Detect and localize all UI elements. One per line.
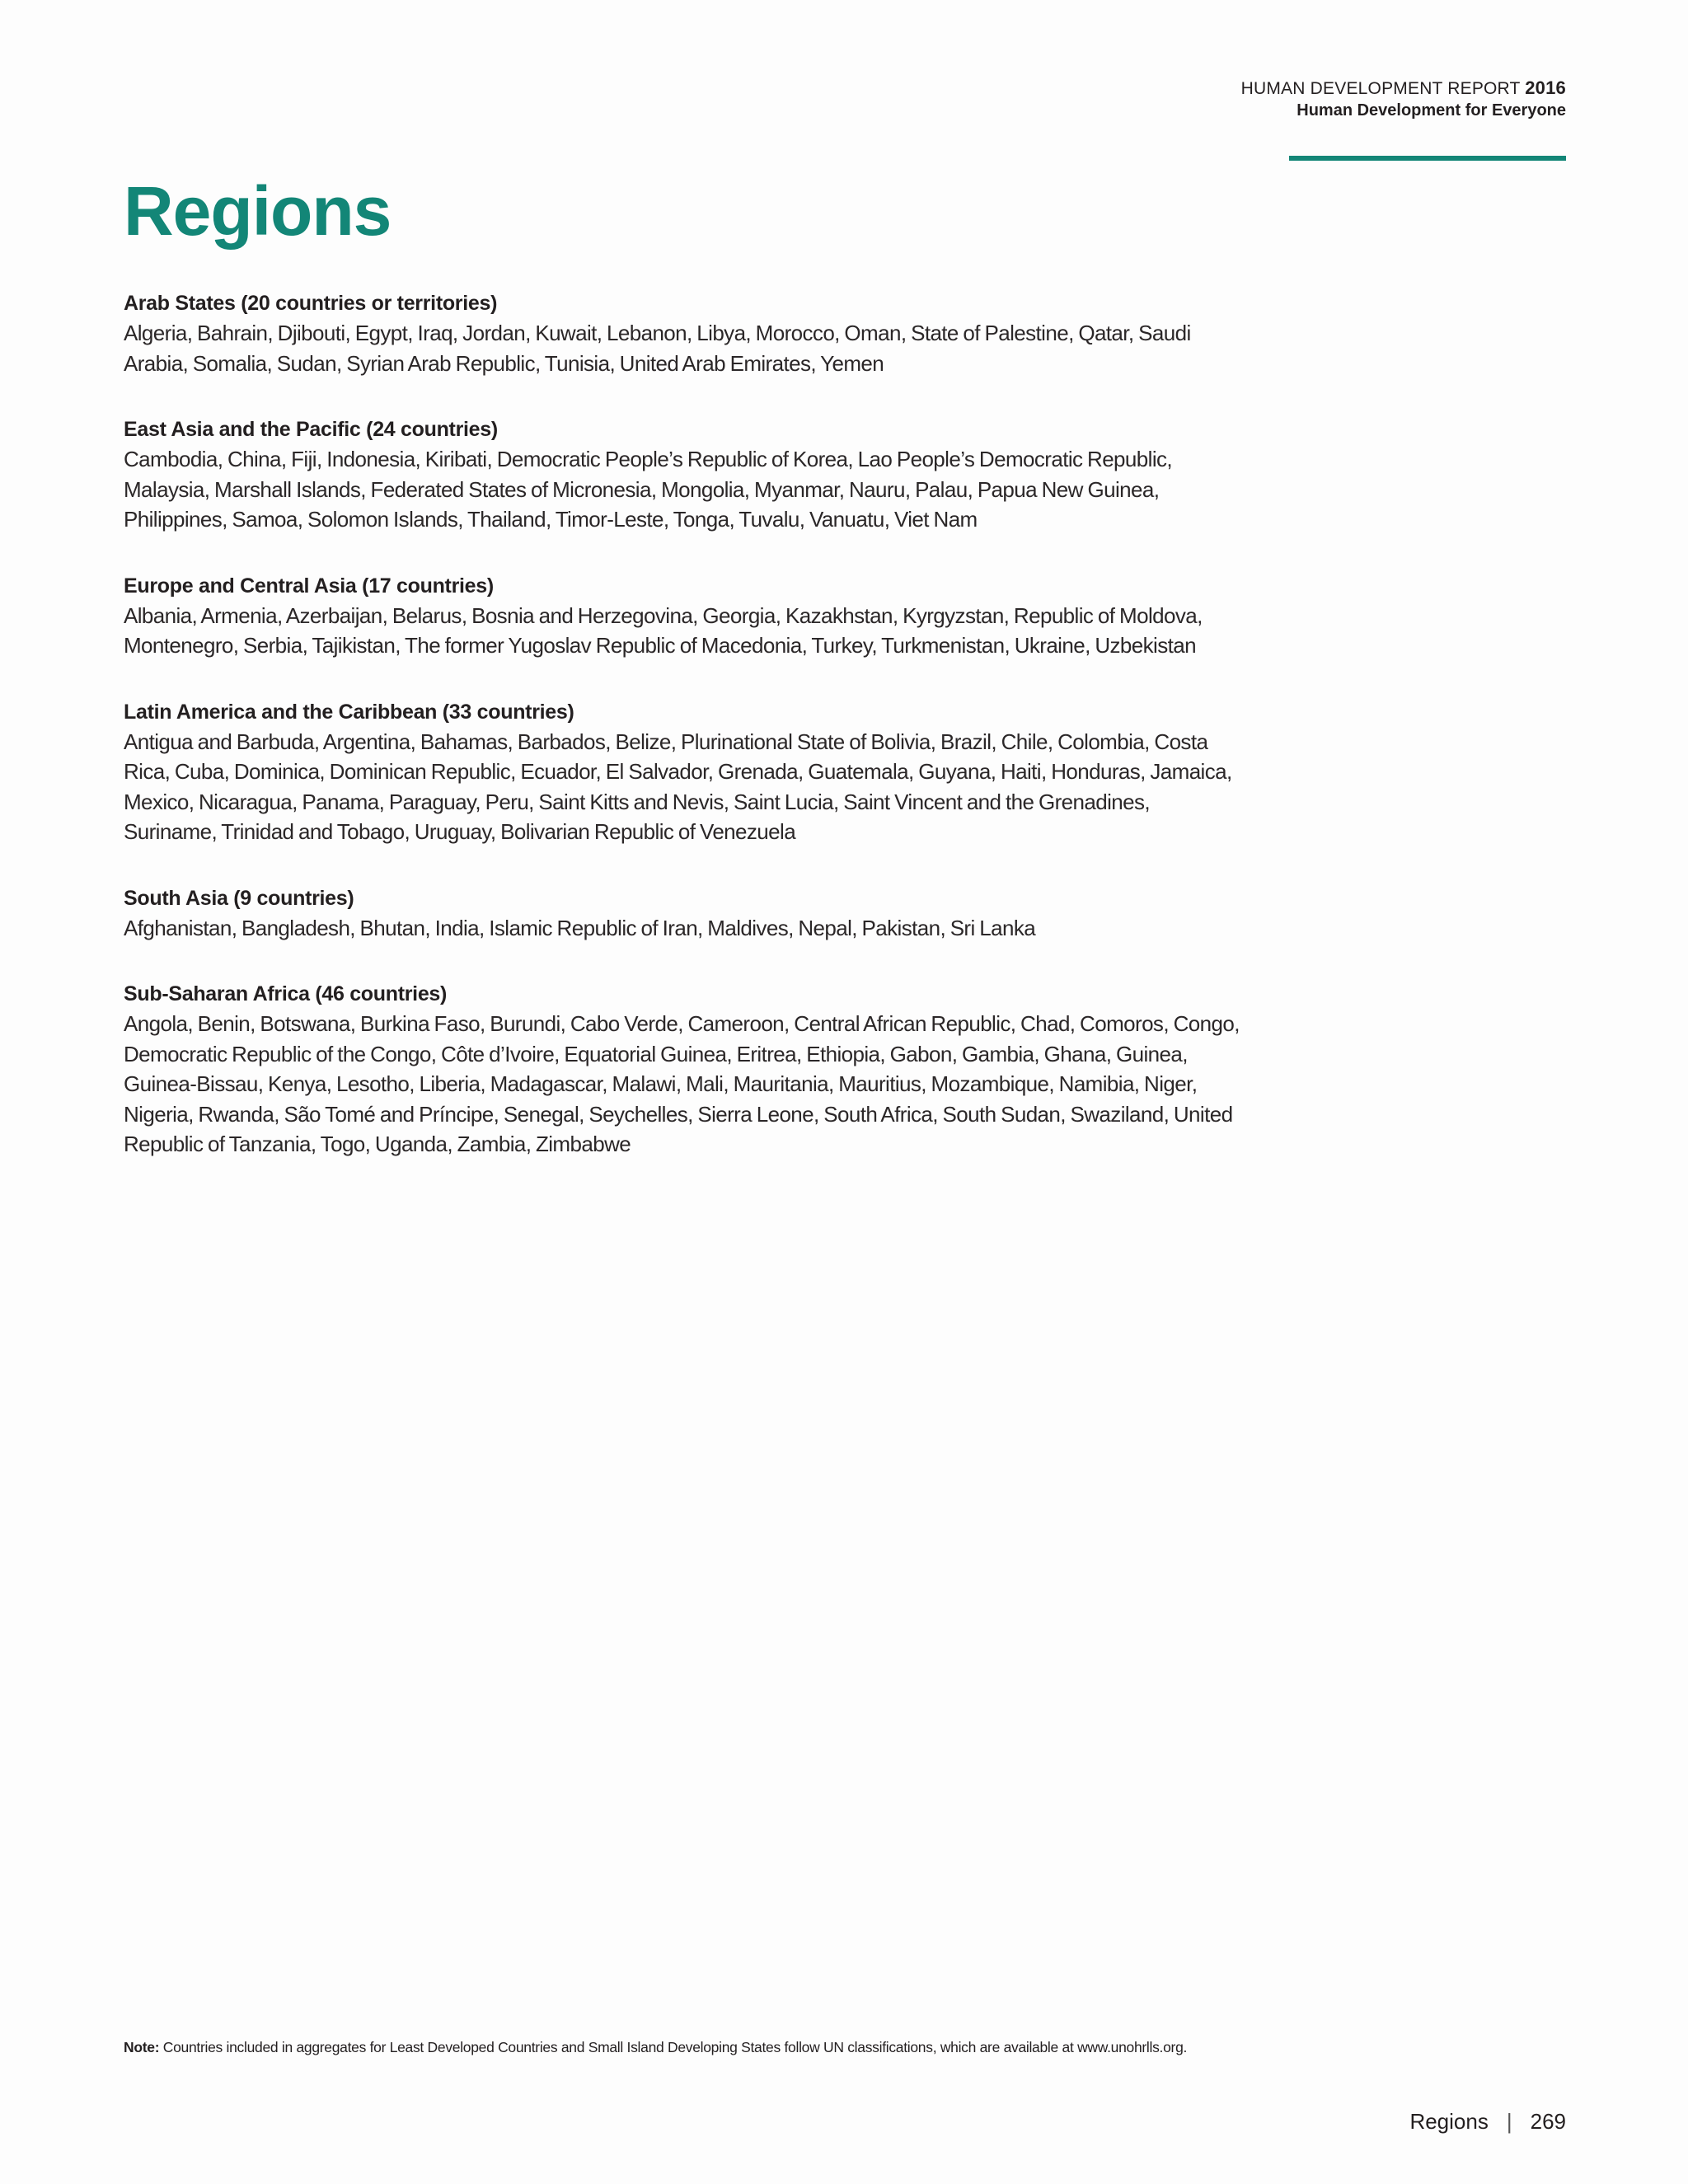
region-title: Latin America and the Caribbean (33 countries): [124, 700, 574, 724]
report-year: 2016: [1525, 77, 1566, 98]
running-header: [1241, 77, 1566, 121]
region-arab-states: [124, 288, 1245, 378]
region-countries: Albania, Armenia, Azerbaijan, Belarus, Bosnia and Herzegovina, Georgia, Kazakhstan, Kyrgyzstan, Republic of Moldova, Montenegro, Serbia, Tajikistan, The former Yugoslav Republic of Macedonia, Turkey, Turkmenistan, Ukraine, Uzbekistan: [124, 602, 1203, 658]
region-south-asia: [124, 883, 1245, 944]
region-title: Europe and Central Asia (17 countries): [124, 574, 494, 598]
regions-list: [124, 288, 1245, 1196]
region-title: East Asia and the Pacific (24 countries): [124, 418, 498, 441]
region-countries: Algeria, Bahrain, Djibouti, Egypt, Iraq, Jordan, Kuwait, Lebanon, Libya, Morocco, Oman, State of Palestine, Qatar, Saudi Arabia, Somalia, Sudan, Syrian Arab Republic, Tunisia, United Arab Emirates, Yemen: [124, 321, 1191, 376]
region-title: South Asia (9 countries): [124, 886, 354, 910]
footnote: [124, 2037, 1574, 2057]
note-label: Note:: [124, 2039, 160, 2055]
footer-section: Regions: [1409, 2109, 1489, 2134]
page-title: Regions: [124, 172, 392, 250]
note-text: Countries included in aggregates for Least Developed Countries and Small Island Developing States follow UN classifications, which are available at www.unohrlls.org.: [162, 2039, 1188, 2055]
region-title: Sub-Saharan Africa (46 countries): [124, 982, 448, 1005]
region-countries: Antigua and Barbuda, Argentina, Bahamas, Barbados, Belize, Plurinational State of Bolivia, Brazil, Chile, Colombia, Costa Rica, Cuba, Dominica, Dominican Republic, Ecuador, El Salvador, Grenada, Guatemala, Guyana, Haiti, Honduras, Jamaica, Mexico, Nicaragua, Panama, Paraguay, Peru, Saint Kitts and Nevis, Saint Lucia, Saint Vincent and the Grenadines, Suriname, Trinidad and Tobago, Uruguay, Bolivarian Republic of Venezuela: [124, 729, 1232, 844]
page-footer: [1409, 2108, 1566, 2135]
report-subtitle: Human Development for Everyone: [1296, 101, 1566, 120]
region-east-asia-pacific: [124, 415, 1245, 535]
region-countries: Afghanistan, Bangladesh, Bhutan, India, Islamic Republic of Iran, Maldives, Nepal, Pakistan, Sri Lanka: [124, 915, 1036, 940]
region-sub-saharan-africa: [124, 979, 1245, 1160]
report-name: HUMAN DEVELOPMENT REPORT: [1240, 79, 1521, 98]
region-countries: Angola, Benin, Botswana, Burkina Faso, Burundi, Cabo Verde, Cameroon, Central African Republic, Chad, Comoros, Congo, Democratic Republic of the Congo, Côte d’Ivoire, Equatorial Guinea, Eritrea, Ethiopia, Gabon, Gambia, Ghana, Guinea, Guinea-Bissau, Kenya, Lesotho, Liberia, Madagascar, Malawi, Mali, Mauritania, Mauritius, Mozambique, Namibia, Niger, Nigeria, Rwanda, São Tomé and Príncipe, Senegal, Seychelles, Sierra Leone, South Africa, South Sudan, Swaziland, United Republic of Tanzania, Togo, Uganda, Zambia, Zimbabwe: [124, 1011, 1240, 1156]
region-title: Arab States (20 countries or territories): [124, 292, 498, 315]
report-name-line: [1241, 77, 1566, 100]
region-europe-central-asia: [124, 571, 1245, 661]
region-latin-america-caribbean: [124, 697, 1245, 847]
footer-separator: |: [1506, 2109, 1512, 2134]
header-rule: [1289, 156, 1566, 161]
region-countries: Cambodia, China, Fiji, Indonesia, Kiribati, Democratic People’s Republic of Korea, Lao People’s Democratic Republic, Malaysia, Marshall Islands, Federated States of Micronesia, Mongolia, Myanmar, Nauru, Palau, Papua New Guinea, Philippines, Samoa, Solomon Islands, Thailand, Timor-Leste, Tonga, Tuvalu, Vanuatu, Viet Nam: [124, 447, 1173, 532]
page-number: 269: [1530, 2109, 1566, 2134]
